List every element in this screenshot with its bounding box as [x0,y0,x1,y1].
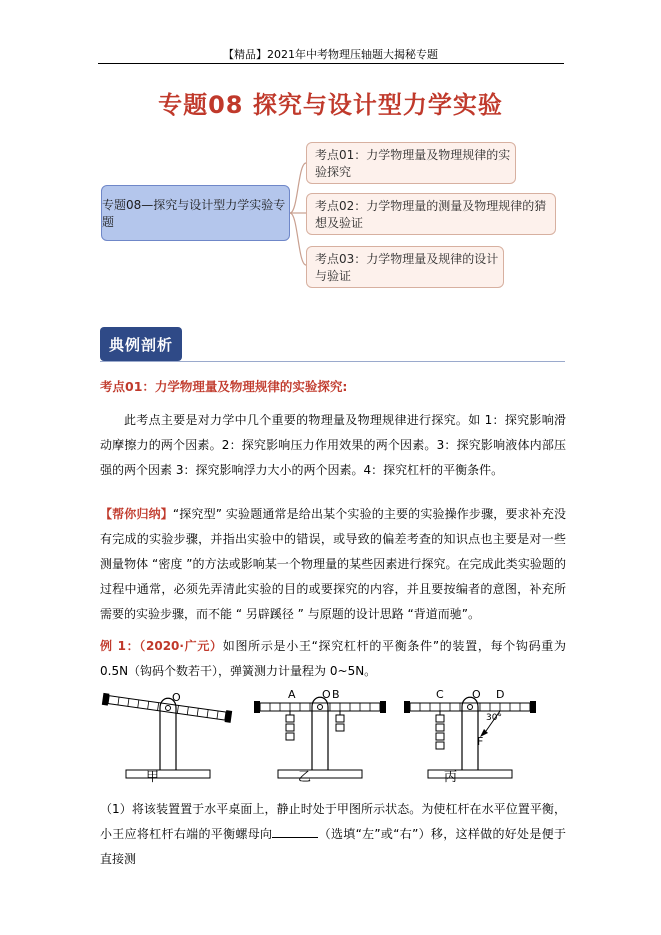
label-a-yi: A [288,688,296,701]
mindmap-node-3: 考点03：力学物理量及规律的设计与验证 [306,246,504,288]
question-1-prefix: （1）将该装置置于水平桌面上，静止时处于甲图所示状态。为使杠杆在水平位置平衡，小王应将杠杆右端的平衡螺母向 [100,802,566,841]
example-paragraph [100,634,566,684]
help-label: 【帮你归纳】 [100,507,173,521]
label-c-bing: C [436,688,444,701]
mindmap-node-1: 考点01：力学物理量及物理规律的实验探究 [306,142,516,184]
answer-blank[interactable] [272,825,318,838]
caption-yi: 乙 [298,770,312,785]
help-text: “探究型” 实验题通常是给出某个实验的主要的实验操作步骤，要求补充没有完成的实验步骤，并指出实验中的错误，或导致的偏差考查的知识点也主要是对一些测量物体 “密度 ”的方法或影响某一个物理量的某些因素进行探究。在完成此类实验题的过程中通常，必须先弄清此实验的目的或要探究的内容，并且要按编者的意图，补充所需要的实验步骤，而不能 “ 另辟蹊径 ” 与原题的设计思路 “背道而驰”。 [100,507,566,621]
figure-jia [102,691,232,778]
page-title: 专题08 探究与设计型力学实验 [158,91,503,119]
point-title: 考点01：力学物理量及物理规律的实验探究: [100,379,348,394]
label-b-yi: B [332,688,340,701]
mindmap-root: 专题08—探究与设计型力学实验专题 [101,185,290,241]
header-text: 【精品】2021年中考物理压轴题大揭秘专题 [223,48,438,61]
label-d-bing: D [496,688,505,701]
question-1-suffix: （选填“左”或“右”）移，这样做的好处是便于直接测 [100,827,566,866]
question-1 [100,797,566,872]
example-text: 如图所示是小王“探究杠杆的平衡条件”的装置，每个钩码重为 0.5N（钩码个数若干），弹簧测力计量程为 0~5N。 [100,639,566,678]
label-f-bing: F [477,735,484,748]
label-o-bing: O [472,688,481,701]
figure-bing [404,688,536,778]
label-angle-bing: 30° [486,713,502,723]
caption-bing: 丙 [444,770,458,785]
example-label: 例 1：（2020·广元） [100,639,223,653]
label-o-yi: O [322,688,331,701]
mindmap-node-2: 考点02：力学物理量的测量及物理规律的猜想及验证 [306,193,556,235]
caption-jia: 甲 [146,770,160,785]
intro-paragraph: 此考点主要是对力学中几个重要的物理量及物理规律进行探究。如 1：探究影响滑动摩擦力的两个因素。2：探究影响压力作用效果的两个因素。3：探究影响液体内部压强的两个因素 3：探究影响浮力大小的两个因素。4：探究杠杆的平衡条件。 [100,413,566,477]
help-paragraph [100,502,566,627]
section-badge: 典例剖析 [100,327,182,361]
lever-figure [0,685,661,795]
section-divider [100,361,565,362]
label-o-jia: O [172,691,181,704]
figure-yi [254,688,386,778]
